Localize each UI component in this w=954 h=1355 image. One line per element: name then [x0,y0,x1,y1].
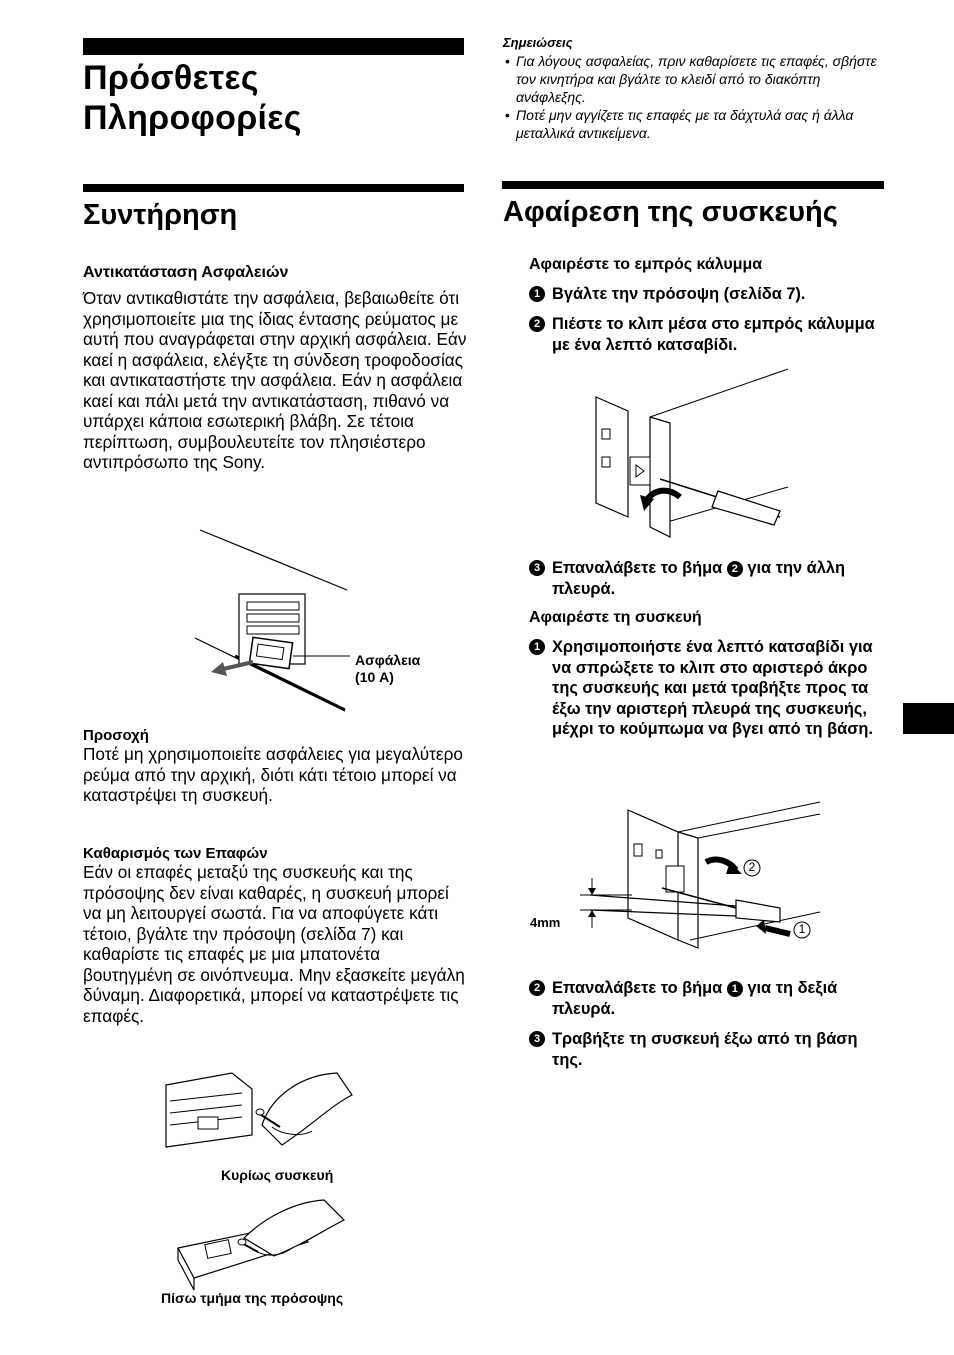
unit-step-2 [529,978,889,1019]
step-text: Πιέστε το κλιπ μέσα στο εμπρός κάλυμμα με ένα λεπτό κατσαβίδι. [552,315,875,354]
step-text-part: για την άλλη πλευρά. [552,559,846,598]
step-text [529,558,889,599]
fuse-label-name: Ασφάλεια [355,652,421,668]
fuse-label-rating: (10 A) [355,669,394,685]
main-unit-illustration [162,1065,362,1165]
notes-list [503,52,883,142]
dimension-label: 4mm [530,915,561,930]
step-text-part: Επαναλάβετε το βήμα [552,559,723,577]
front-panel-illustration [174,1198,364,1290]
step-number: 2 [529,316,545,332]
removal-heading: Αφαίρεση της συσκευής [503,196,838,228]
step-reference: 2 [727,561,743,577]
removal-rule [502,181,884,189]
step-text: Βγάλτε την πρόσοψη (σελίδα 7). [552,285,806,303]
caption-main-unit: Κυρίως συσκευή [221,1167,334,1183]
fuse-label [355,652,420,686]
caution-heading: Προσοχή [83,727,149,744]
cover-step-2 [529,314,889,355]
cover-heading: Αφαιρέστε το εμπρός κάλυμμα [529,256,763,273]
step-number: 3 [529,560,545,576]
step-number: 3 [529,1031,545,1047]
step-text: Τραβήξτε τη συσκευή έξω από τη βάση της. [552,1030,858,1069]
cover-step-1 [529,284,889,305]
cleaning-heading: Καθαρισμός των Επαφών [83,845,268,862]
unit-removal-illustration [560,800,820,950]
fuse-illustration [195,528,365,718]
notes-heading: Σημειώσεις [503,35,573,50]
fuse-text: Όταν αντικαθιστάτε την ασφάλεια, βεβαιωθείτε ότι χρησιμοποιείτε μια της ίδιας έντασης ρεύματος με αυτή που αναγράφεται στην αρχική ασφάλεια. Εάν καεί η ασφάλεια, ελέγξτε τη σύνδεση τροφοδοσίας και αντικαταστήστε την ασφάλεια. Εάν η ασφάλεια καεί και πάλι μετά την αντικατάσταση, πιθανό να υπάρχει κάποια εσωτερική βλάβη. Σε τέτοια περίπτωση, συμβουλευτείτε τον πλησιέστερο αντιπρόσωπο της Sony. [83,288,467,472]
caption-front-panel: Πίσω τμήμα της πρόσοψης [161,1290,344,1306]
cover-step-3 [529,558,889,599]
title-line-1: Πρόσθετες [83,59,259,97]
maintenance-heading: Συντήρηση [83,199,238,231]
callout-1: 1 [798,922,806,936]
section-tab [903,703,954,734]
page-title [83,58,302,138]
unit-heading: Αφαιρέστε τη συσκευή [529,609,702,626]
step-text-part: Επαναλάβετε το βήμα [552,979,723,997]
maintenance-rule [83,184,464,192]
step-text-part: για τη δεξιά πλευρά. [552,979,838,1018]
title-line-2: Πληροφορίες [83,99,302,137]
note-item: • Ποτέ μην αγγίζετε τις επαφές με τα δάχτυλά σας ή άλλα μεταλλικά αντικείμενα. [503,106,883,142]
step-text [529,978,889,1019]
step-number: 2 [529,980,545,996]
step-reference: 1 [727,981,743,997]
step-number: 1 [529,639,545,655]
cleaning-text: Εάν οι επαφές μεταξύ της συσκευής και της πρόσοψης δεν είναι καθαρές, η συσκευή μπορεί να μη λειτουργεί σωστά. Για να αποφύγετε κάτι τέτοιο, βγάλτε την πρόσοψη (σελίδα 7) και καθαρίστε τις επαφές με μια μπατονέτα βουτηγμένη σε οινόπνευμα. Μην εξασκείτε μεγάλη δύναμη. Διαφορετικά, μπορεί να καταστρέψετε τις επαφές. [83,862,465,1026]
notes [503,34,883,142]
unit-step-1 [529,637,889,740]
cover-removal-illustration [588,367,788,537]
caution-text: Ποτέ μη χρησιμοποιείτε ασφάλειες για μεγαλύτερο ρεύμα από την αρχική, διότι κάτι τέτοιο μπορεί να καταστρέψει τη συσκευή. [83,744,463,805]
fuse-heading: Αντικατάσταση Ασφαλειών [83,264,289,281]
callout-2: 2 [748,860,756,874]
step-number: 1 [529,286,545,302]
step-text: Χρησιμοποιήστε ένα λεπτό κατσαβίδι για να σπρώξετε το κλιπ στο αριστερό άκρο της συσκευής και μετά τραβήξτε προς τα έξω την αριστερή πλευρά της συσκευής, μέχρι το κούμπωμα να βγει από τη βάση. [552,638,873,738]
note-item: • Για λόγους ασφαλείας, πριν καθαρίσετε τις επαφές, σβήστε τον κινητήρα και βγάλτε το κλειδί από το διακόπτη ανάφλεξης. [503,52,883,106]
unit-step-3 [529,1029,889,1070]
title-rule [83,38,464,55]
